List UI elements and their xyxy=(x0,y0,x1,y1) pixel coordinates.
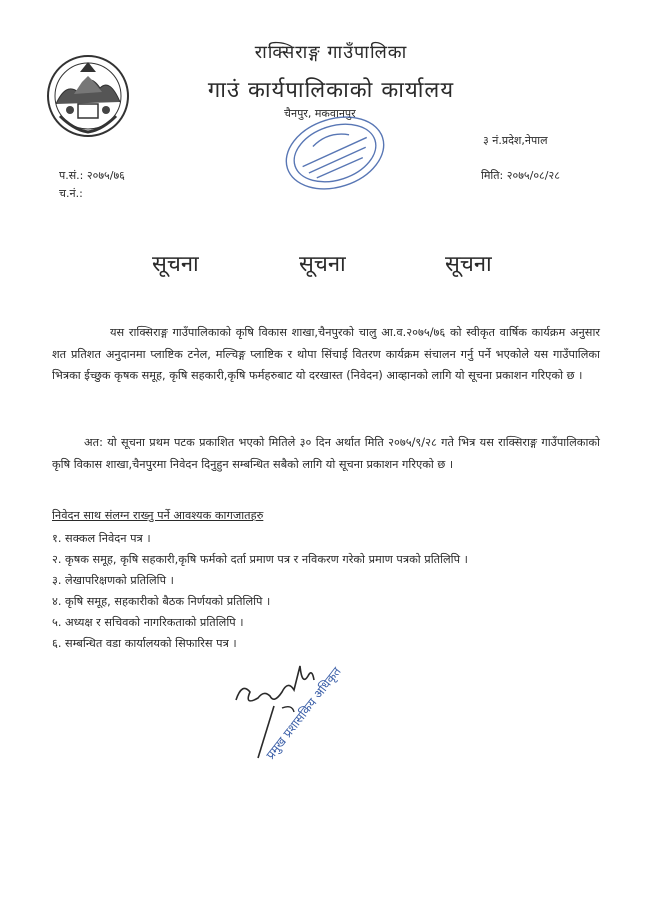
required-documents-list xyxy=(52,528,612,654)
list-item: ६. सम्बन्धित वडा कार्यालयको सिफारिस पत्र । xyxy=(52,637,237,650)
notice-paragraph: अत: यो सूचना प्रथम पटक प्रकाशित भएको मितिले ३० दिन अर्थात मिति २०७५/९/२८ गते भित्र यस राक्सिराङ्ग गाउँपालिकाको कृषि विकास शाखा,चैनपुरमा निवेदन दिनुहुन सम्बन्धित सबैको लागि यो सूचना प्रकाशन गरिएको छ । xyxy=(52,436,600,471)
organization-name: राक्सिराङ्ग गाउँपालिका xyxy=(254,42,408,63)
list-item: ५. अध्यक्ष र सचिवको नागरिकताको प्रतिलिपि । xyxy=(52,616,244,629)
list-item: ४. कृषि समूह, सहकारीको बैठक निर्णयको प्रतिलिपि । xyxy=(52,595,271,608)
list-item: २. कृषक समूह, कृषि सहकारी,कृषि फर्मको दर्ता प्रमाण पत्र र नविकरण गरेको प्रमाण पत्रको प्रतिलिपि । xyxy=(52,553,468,566)
office-name: गाउं कार्यपालिकाको कार्यालय xyxy=(207,78,455,103)
notice-title: सूचना xyxy=(152,252,199,277)
required-documents-heading: निवेदन साथ संलग्न राख्नु पर्ने आवश्यक कागजातहरु xyxy=(52,509,264,522)
list-item: ३. लेखापरिक्षणको प्रतिलिपि । xyxy=(52,574,174,587)
notice-paragraph: यस राक्सिराङ्ग गाउँपालिकाको कृषि विकास शाखा,चैनपुरको चालु आ.व.२०७५/७६ को स्वीकृत वार्षिक कार्यक्रम अनुसार शत प्रतिशत अनुदानमा प्लाष्टिक टनेल, मल्चिङ्ग प्लाष्टिक र थोपा सिंचाई वितरण कार्यक्रम संचालन गर्नु पर्ने भएकोले यस गाउँपालिका भित्रका ईच्छुक कृषक समूह, कृषि सहकारी,कृषि फर्महरुबाट यो दरखास्त (निवेदन) आव्हानको लागि यो सूचना प्रकाशन गरिएको छ । xyxy=(52,326,600,382)
notice-title: सूचना xyxy=(299,252,346,277)
reference-number: प.सं.: २०७५/७६ xyxy=(59,169,125,182)
officer-signature xyxy=(228,646,378,766)
notice-title: सूचना xyxy=(445,252,492,277)
officer-title: प्रमुख प्रशासकिय अधिकृत xyxy=(263,664,344,762)
office-address: चैनपुर, मकवानपुर xyxy=(284,107,356,120)
dispatch-number: च.नं.: xyxy=(59,187,83,200)
list-item: १. सक्कल निवेदन पत्र । xyxy=(52,532,151,545)
office-stamp-icon xyxy=(276,108,394,198)
province-text: ३ नं.प्रदेश,नेपाल xyxy=(483,134,548,147)
letter-date: मिति: २०७५/०८/२८ xyxy=(481,169,560,182)
